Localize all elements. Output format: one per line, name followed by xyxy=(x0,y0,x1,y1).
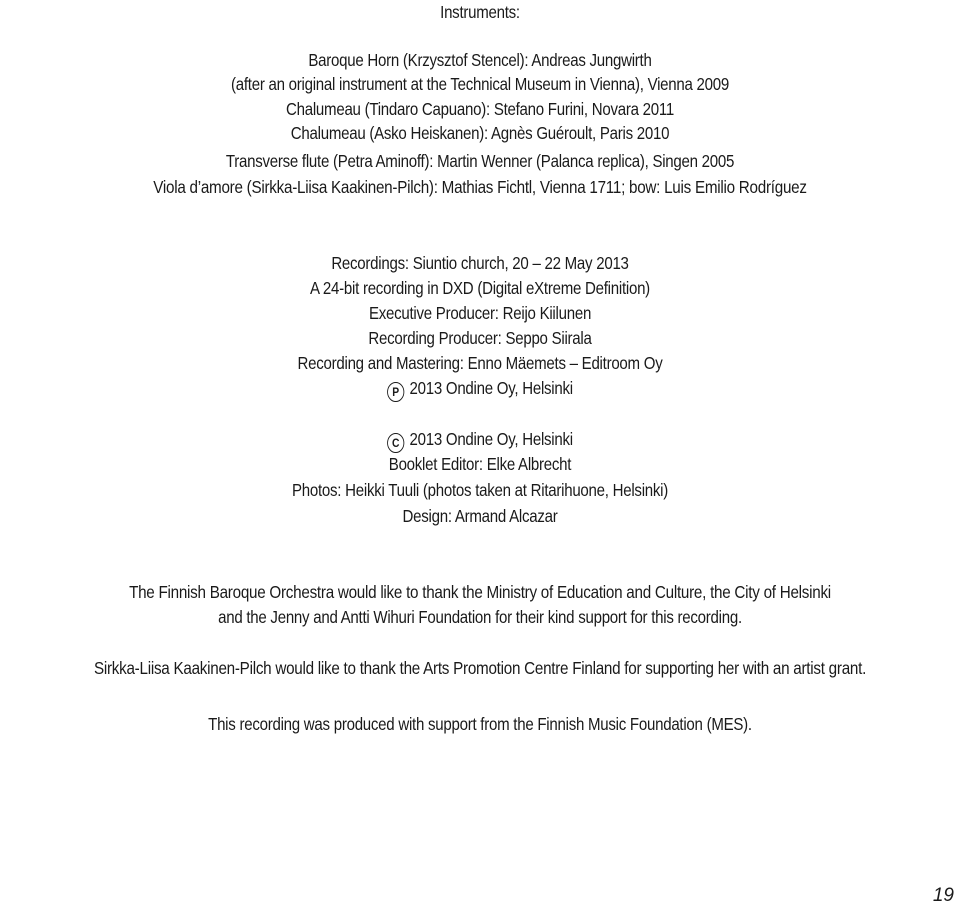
instrument-line: (after an original instrument at the Technical Museum in Vienna), Vienna 2009 xyxy=(230,74,729,94)
page-number: 19 xyxy=(932,885,954,906)
phonogram-line xyxy=(67,376,893,402)
credit-line: Booklet Editor: Elke Albrecht xyxy=(388,454,572,474)
recording-line: Recording Producer: Seppo Siirala xyxy=(368,328,592,348)
credit-line: Design: Armand Alcazar xyxy=(402,506,558,526)
copyright-icon: C xyxy=(387,433,404,453)
recording-line: Executive Producer: Reijo Kiilunen xyxy=(368,303,592,323)
instrument-line: Chalumeau (Asko Heiskanen): Agnès Guéroult, Paris 2010 xyxy=(290,123,670,143)
soloist-thanks: Sirkka-Liisa Kaakinen-Pilch would like to thank the Arts Promotion Centre Finland for supporting her with an artist grant. xyxy=(93,658,867,678)
instrument-line: Baroque Horn (Krzysztof Stencel): Andreas Jungwirth xyxy=(308,50,652,70)
foundation-support: This recording was produced with support from the Finnish Music Foundation (MES). xyxy=(208,714,752,734)
recording-line: Recordings: Siuntio church, 20 – 22 May 2013 xyxy=(331,253,629,273)
credit-line: Photos: Heikki Tuuli (photos taken at Ritarihuone, Helsinki) xyxy=(291,480,669,500)
instrument-line: Chalumeau (Tindaro Capuano): Stefano Furini, Novara 2011 xyxy=(286,99,674,119)
phonogram-text: 2013 Ondine Oy, Helsinki xyxy=(409,378,573,398)
instruments-heading: Instruments: xyxy=(440,2,520,22)
instrument-line: Viola d’amore (Sirkka-Liisa Kaakinen-Pilch): Mathias Fichtl, Vienna 1711; bow: Luis Emilio Rodríguez xyxy=(153,177,807,197)
instrument-line: Transverse flute (Petra Aminoff): Martin Wenner (Palanca replica), Singen 2005 xyxy=(225,151,735,171)
phonogram-icon: P xyxy=(387,382,404,402)
copyright-text: 2013 Ondine Oy, Helsinki xyxy=(409,429,573,449)
recording-line: Recording and Mastering: Enno Mäemets – Editroom Oy xyxy=(297,353,663,373)
recording-line: A 24-bit recording in DXD (Digital eXtreme Definition) xyxy=(310,278,650,298)
orchestra-thanks-line-2: and the Jenny and Antti Wihuri Foundation for their kind support for this recording. xyxy=(218,607,742,627)
orchestra-thanks-line-1: The Finnish Baroque Orchestra would like to thank the Ministry of Education and Culture, the City of Helsinki xyxy=(129,582,831,602)
copyright-line xyxy=(67,427,893,453)
